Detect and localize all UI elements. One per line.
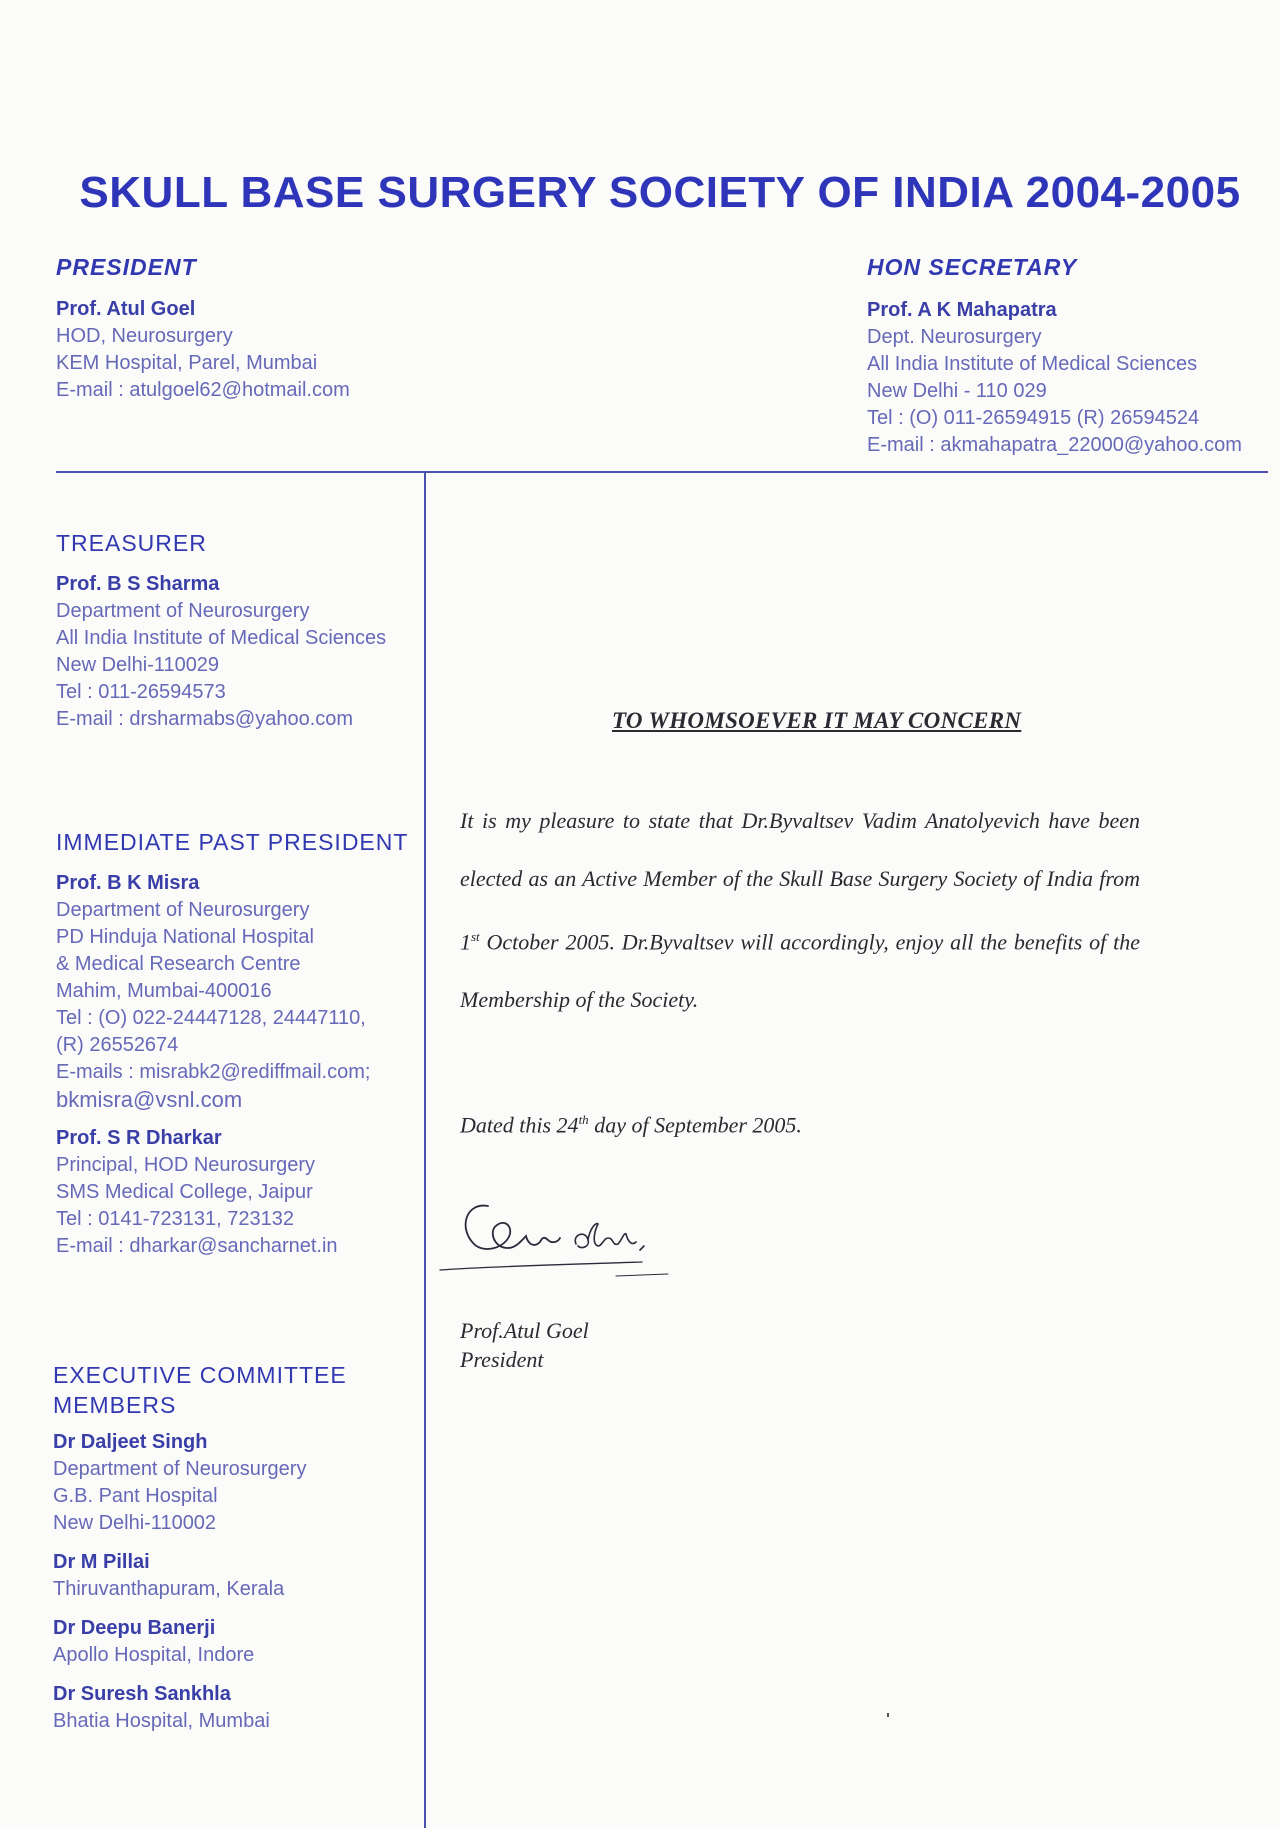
- scan-speck: [887, 1713, 889, 1717]
- member-name: Prof. B K Misra: [56, 872, 200, 894]
- member-name: Dr Deepu Banerji: [53, 1617, 216, 1639]
- president-line: HOD, Neurosurgery: [56, 325, 233, 347]
- treasurer-line: All India Institute of Medical Sciences: [56, 627, 387, 649]
- secretary-line: New Delhi - 110 029: [867, 380, 1047, 402]
- secretary-name: Prof. A K Mahapatra: [867, 299, 1057, 321]
- member-line: (R) 26552674: [56, 1034, 179, 1056]
- signature-image: [436, 1188, 686, 1288]
- president-heading: PRESIDENT: [56, 254, 197, 280]
- executive-heading: EXECUTIVE COMMITTEE MEMBERS: [53, 1362, 347, 1418]
- member-line: New Delhi-110002: [53, 1512, 217, 1534]
- header-rule: [56, 471, 1268, 473]
- member-name: Prof. S R Dharkar: [56, 1127, 222, 1149]
- member-line: Department of Neurosurgery: [53, 1458, 307, 1480]
- signer-block: [460, 1316, 589, 1374]
- president-name: Prof. Atul Goel: [56, 298, 196, 320]
- treasurer-heading: TREASURER: [56, 530, 207, 556]
- member-line: PD Hinduja National Hospital: [56, 926, 314, 948]
- executive-block: [53, 1429, 306, 1735]
- society-title: SKULL BASE SURGERY SOCIETY OF INDIA 2004-2005: [79, 168, 1241, 217]
- secretary-email: E-mail : akmahapatra_22000@yahoo.com: [867, 434, 1242, 456]
- member-line: Thiruvanthapuram, Kerala: [53, 1578, 285, 1600]
- treasurer-name: Prof. B S Sharma: [56, 573, 220, 595]
- member-line: Department of Neurosurgery: [56, 899, 310, 921]
- secretary-line: All India Institute of Medical Sciences: [867, 353, 1198, 375]
- member-line: Principal, HOD Neurosurgery: [56, 1154, 315, 1176]
- secretary-heading: HON SECRETARY: [867, 254, 1078, 280]
- president-block: [56, 296, 350, 404]
- letter-paragraph: It is my pleasure to state that Dr.Byvaltsev Vadim Anatolyevich have been elected as an Active Member of the Skull Base Surgery Society of India from 1st October 2005. Dr.Byvaltsev will accordingly, enjoy all the benefits of the Membership of the Society.: [460, 808, 1140, 1013]
- treasurer-line: New Delhi-110029: [56, 654, 220, 676]
- letter-date: Dated this 24th day of September 2005.: [460, 1112, 802, 1138]
- president-line: KEM Hospital, Parel, Mumbai: [56, 352, 318, 374]
- treasurer-email: E-mail : drsharmabs@yahoo.com: [56, 708, 354, 730]
- signer-name: Prof.Atul Goel: [460, 1318, 589, 1343]
- past-president-block: [56, 870, 370, 1260]
- member-line: Apollo Hospital, Indore: [53, 1644, 255, 1666]
- secretary-block: [867, 297, 1242, 459]
- signer-title: President: [460, 1347, 544, 1372]
- past-president-heading: IMMEDIATE PAST PRESIDENT: [56, 829, 409, 855]
- treasurer-line: Tel : 011-26594573: [56, 681, 226, 703]
- member-line: & Medical Research Centre: [56, 953, 301, 975]
- member-name: Dr Suresh Sankhla: [53, 1683, 231, 1705]
- member-email: E-mails : misrabk2@rediffmail.com;: [56, 1061, 371, 1083]
- treasurer-line: Department of Neurosurgery: [56, 600, 310, 622]
- secretary-line: Tel : (O) 011-26594915 (R) 26594524: [867, 407, 1200, 429]
- secretary-line: Dept. Neurosurgery: [867, 326, 1042, 348]
- treasurer-block: [56, 571, 386, 733]
- member-line: Bhatia Hospital, Mumbai: [53, 1710, 270, 1732]
- member-line: G.B. Pant Hospital: [53, 1485, 218, 1507]
- column-rule: [424, 471, 426, 1828]
- member-name: Dr M Pillai: [53, 1551, 150, 1573]
- member-email: bkmisra@vsnl.com: [56, 1087, 243, 1112]
- letter-heading: TO WHOMSOEVER IT MAY CONCERN: [612, 708, 1022, 733]
- member-name: Dr Daljeet Singh: [53, 1431, 208, 1453]
- president-email: E-mail : atulgoel62@hotmail.com: [56, 379, 350, 401]
- member-line: Tel : 0141-723131, 723132: [56, 1208, 294, 1230]
- member-line: Mahim, Mumbai-400016: [56, 980, 272, 1002]
- member-line: Tel : (O) 022-24447128, 24447110,: [56, 1007, 366, 1029]
- member-email: E-mail : dharkar@sancharnet.in: [56, 1235, 338, 1257]
- member-line: SMS Medical College, Jaipur: [56, 1181, 313, 1203]
